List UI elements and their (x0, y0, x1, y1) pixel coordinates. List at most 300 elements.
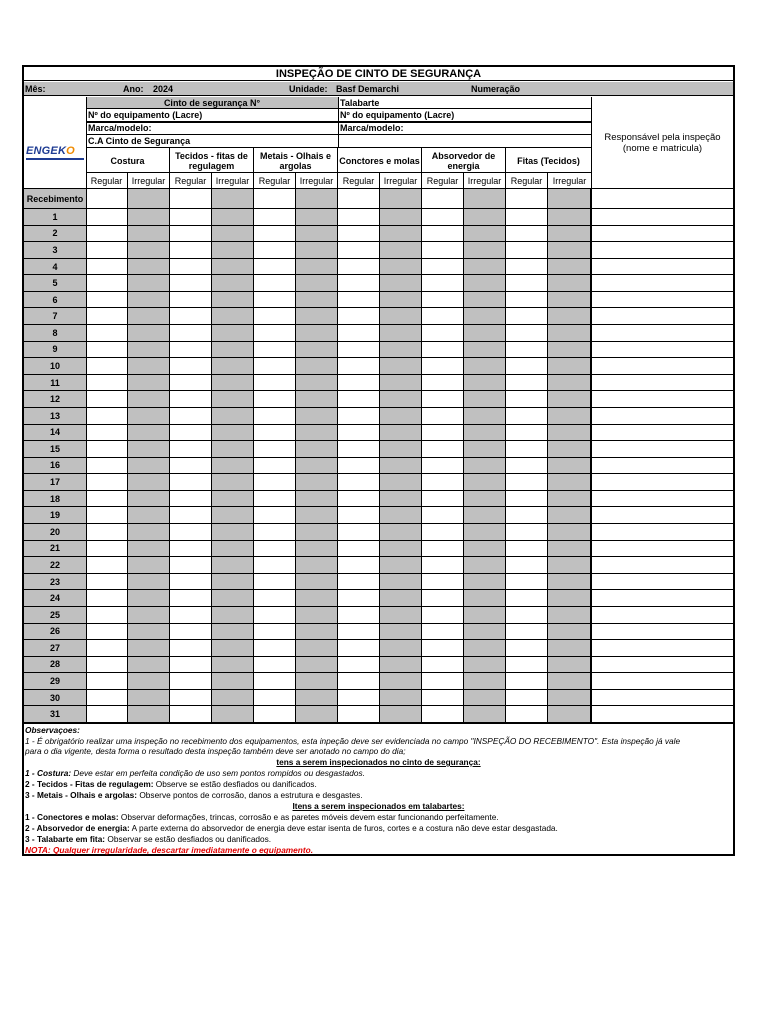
regular-cell[interactable] (254, 590, 296, 606)
regular-cell[interactable] (86, 673, 128, 689)
regular-cell[interactable] (86, 474, 128, 490)
irregular-cell[interactable] (464, 189, 506, 208)
irregular-cell[interactable] (212, 706, 254, 722)
irregular-cell[interactable] (128, 607, 170, 623)
irregular-cell[interactable] (128, 375, 170, 391)
regular-cell[interactable] (338, 391, 380, 407)
irregular-cell[interactable] (296, 507, 338, 523)
regular-cell[interactable] (338, 474, 380, 490)
irregular-cell[interactable] (380, 607, 422, 623)
regular-cell[interactable] (170, 657, 212, 673)
irregular-cell[interactable] (380, 342, 422, 358)
irregular-cell[interactable] (464, 607, 506, 623)
irregular-cell[interactable] (548, 624, 591, 640)
irregular-cell[interactable] (548, 690, 591, 706)
regular-cell[interactable] (170, 607, 212, 623)
regular-cell[interactable] (506, 408, 548, 424)
irregular-cell[interactable] (296, 358, 338, 374)
irregular-cell[interactable] (464, 275, 506, 291)
irregular-cell[interactable] (212, 474, 254, 490)
irregular-cell[interactable] (380, 491, 422, 507)
regular-cell[interactable] (86, 259, 128, 275)
regular-cell[interactable] (86, 541, 128, 557)
regular-cell[interactable] (170, 375, 212, 391)
regular-cell[interactable] (338, 425, 380, 441)
regular-cell[interactable] (170, 292, 212, 308)
irregular-cell[interactable] (548, 507, 591, 523)
regular-cell[interactable] (254, 507, 296, 523)
irregular-cell[interactable] (464, 425, 506, 441)
regular-cell[interactable] (422, 507, 464, 523)
irregular-cell[interactable] (128, 292, 170, 308)
irregular-cell[interactable] (128, 673, 170, 689)
regular-cell[interactable] (170, 557, 212, 573)
regular-cell[interactable] (86, 189, 128, 208)
irregular-cell[interactable] (380, 358, 422, 374)
regular-cell[interactable] (86, 425, 128, 441)
regular-cell[interactable] (86, 590, 128, 606)
irregular-cell[interactable] (212, 458, 254, 474)
regular-cell[interactable] (254, 524, 296, 540)
irregular-cell[interactable] (212, 226, 254, 242)
irregular-cell[interactable] (548, 441, 591, 457)
regular-cell[interactable] (254, 391, 296, 407)
regular-cell[interactable] (254, 375, 296, 391)
regular-cell[interactable] (338, 507, 380, 523)
regular-cell[interactable] (506, 242, 548, 258)
regular-cell[interactable] (254, 259, 296, 275)
responsavel-cell[interactable] (592, 425, 733, 442)
regular-cell[interactable] (506, 358, 548, 374)
irregular-cell[interactable] (380, 624, 422, 640)
regular-cell[interactable] (506, 226, 548, 242)
responsavel-cell[interactable] (592, 607, 733, 624)
regular-cell[interactable] (254, 226, 296, 242)
irregular-cell[interactable] (296, 557, 338, 573)
irregular-cell[interactable] (296, 673, 338, 689)
regular-cell[interactable] (170, 590, 212, 606)
irregular-cell[interactable] (464, 375, 506, 391)
regular-cell[interactable] (506, 308, 548, 324)
irregular-cell[interactable] (380, 673, 422, 689)
irregular-cell[interactable] (128, 226, 170, 242)
regular-cell[interactable] (254, 607, 296, 623)
regular-cell[interactable] (506, 474, 548, 490)
irregular-cell[interactable] (212, 557, 254, 573)
regular-cell[interactable] (506, 541, 548, 557)
regular-cell[interactable] (338, 259, 380, 275)
irregular-cell[interactable] (548, 209, 591, 225)
regular-cell[interactable] (170, 491, 212, 507)
regular-cell[interactable] (338, 275, 380, 291)
irregular-cell[interactable] (380, 474, 422, 490)
regular-cell[interactable] (422, 375, 464, 391)
regular-cell[interactable] (338, 624, 380, 640)
irregular-cell[interactable] (212, 209, 254, 225)
regular-cell[interactable] (170, 275, 212, 291)
regular-cell[interactable] (254, 425, 296, 441)
regular-cell[interactable] (506, 325, 548, 341)
regular-cell[interactable] (254, 342, 296, 358)
regular-cell[interactable] (254, 292, 296, 308)
irregular-cell[interactable] (548, 292, 591, 308)
regular-cell[interactable] (422, 226, 464, 242)
irregular-cell[interactable] (128, 308, 170, 324)
irregular-cell[interactable] (380, 408, 422, 424)
regular-cell[interactable] (338, 458, 380, 474)
irregular-cell[interactable] (380, 507, 422, 523)
regular-cell[interactable] (254, 358, 296, 374)
irregular-cell[interactable] (380, 706, 422, 722)
irregular-cell[interactable] (464, 690, 506, 706)
regular-cell[interactable] (170, 541, 212, 557)
regular-cell[interactable] (86, 275, 128, 291)
irregular-cell[interactable] (128, 425, 170, 441)
irregular-cell[interactable] (548, 590, 591, 606)
irregular-cell[interactable] (296, 325, 338, 341)
regular-cell[interactable] (422, 458, 464, 474)
irregular-cell[interactable] (296, 209, 338, 225)
regular-cell[interactable] (254, 640, 296, 656)
regular-cell[interactable] (422, 259, 464, 275)
irregular-cell[interactable] (296, 590, 338, 606)
regular-cell[interactable] (86, 242, 128, 258)
responsavel-cell[interactable] (592, 706, 733, 723)
irregular-cell[interactable] (464, 358, 506, 374)
irregular-cell[interactable] (548, 673, 591, 689)
regular-cell[interactable] (170, 474, 212, 490)
regular-cell[interactable] (338, 408, 380, 424)
irregular-cell[interactable] (296, 275, 338, 291)
regular-cell[interactable] (254, 275, 296, 291)
regular-cell[interactable] (86, 657, 128, 673)
irregular-cell[interactable] (212, 690, 254, 706)
regular-cell[interactable] (338, 441, 380, 457)
responsavel-cell[interactable] (592, 342, 733, 359)
irregular-cell[interactable] (548, 375, 591, 391)
regular-cell[interactable] (506, 624, 548, 640)
regular-cell[interactable] (506, 640, 548, 656)
irregular-cell[interactable] (380, 425, 422, 441)
irregular-cell[interactable] (380, 325, 422, 341)
regular-cell[interactable] (86, 557, 128, 573)
irregular-cell[interactable] (128, 640, 170, 656)
regular-cell[interactable] (254, 657, 296, 673)
regular-cell[interactable] (170, 342, 212, 358)
irregular-cell[interactable] (296, 308, 338, 324)
irregular-cell[interactable] (128, 624, 170, 640)
responsavel-cell[interactable] (592, 657, 733, 674)
regular-cell[interactable] (86, 408, 128, 424)
irregular-cell[interactable] (212, 491, 254, 507)
irregular-cell[interactable] (548, 308, 591, 324)
regular-cell[interactable] (338, 325, 380, 341)
irregular-cell[interactable] (548, 358, 591, 374)
responsavel-cell[interactable] (592, 673, 733, 690)
irregular-cell[interactable] (212, 189, 254, 208)
responsavel-cell[interactable] (592, 474, 733, 491)
irregular-cell[interactable] (464, 342, 506, 358)
responsavel-cell[interactable] (592, 441, 733, 458)
irregular-cell[interactable] (212, 507, 254, 523)
responsavel-cell[interactable] (592, 557, 733, 574)
irregular-cell[interactable] (464, 507, 506, 523)
responsavel-cell[interactable] (592, 209, 733, 226)
irregular-cell[interactable] (464, 325, 506, 341)
regular-cell[interactable] (506, 189, 548, 208)
irregular-cell[interactable] (212, 624, 254, 640)
irregular-cell[interactable] (296, 640, 338, 656)
irregular-cell[interactable] (212, 325, 254, 341)
irregular-cell[interactable] (464, 226, 506, 242)
regular-cell[interactable] (338, 673, 380, 689)
irregular-cell[interactable] (296, 624, 338, 640)
irregular-cell[interactable] (296, 342, 338, 358)
regular-cell[interactable] (338, 342, 380, 358)
regular-cell[interactable] (86, 226, 128, 242)
irregular-cell[interactable] (380, 308, 422, 324)
irregular-cell[interactable] (296, 375, 338, 391)
irregular-cell[interactable] (380, 209, 422, 225)
ano-value[interactable]: 2024 (153, 84, 174, 94)
irregular-cell[interactable] (212, 425, 254, 441)
irregular-cell[interactable] (380, 690, 422, 706)
irregular-cell[interactable] (128, 657, 170, 673)
irregular-cell[interactable] (296, 607, 338, 623)
responsavel-cell[interactable] (592, 292, 733, 309)
regular-cell[interactable] (254, 706, 296, 722)
regular-cell[interactable] (170, 624, 212, 640)
irregular-cell[interactable] (128, 358, 170, 374)
regular-cell[interactable] (170, 242, 212, 258)
irregular-cell[interactable] (296, 391, 338, 407)
irregular-cell[interactable] (380, 292, 422, 308)
irregular-cell[interactable] (128, 441, 170, 457)
irregular-cell[interactable] (296, 189, 338, 208)
regular-cell[interactable] (506, 342, 548, 358)
irregular-cell[interactable] (464, 557, 506, 573)
irregular-cell[interactable] (296, 458, 338, 474)
regular-cell[interactable] (86, 292, 128, 308)
regular-cell[interactable] (254, 408, 296, 424)
irregular-cell[interactable] (380, 259, 422, 275)
regular-cell[interactable] (422, 657, 464, 673)
responsavel-cell[interactable] (592, 375, 733, 392)
regular-cell[interactable] (338, 590, 380, 606)
irregular-cell[interactable] (548, 275, 591, 291)
regular-cell[interactable] (506, 209, 548, 225)
irregular-cell[interactable] (380, 275, 422, 291)
regular-cell[interactable] (86, 624, 128, 640)
irregular-cell[interactable] (296, 259, 338, 275)
regular-cell[interactable] (170, 507, 212, 523)
regular-cell[interactable] (338, 308, 380, 324)
regular-cell[interactable] (422, 541, 464, 557)
irregular-cell[interactable] (548, 458, 591, 474)
regular-cell[interactable] (506, 275, 548, 291)
regular-cell[interactable] (254, 189, 296, 208)
irregular-cell[interactable] (212, 358, 254, 374)
irregular-cell[interactable] (464, 524, 506, 540)
irregular-cell[interactable] (128, 458, 170, 474)
irregular-cell[interactable] (464, 259, 506, 275)
regular-cell[interactable] (506, 706, 548, 722)
irregular-cell[interactable] (212, 408, 254, 424)
responsavel-cell[interactable] (592, 226, 733, 243)
regular-cell[interactable] (86, 209, 128, 225)
irregular-cell[interactable] (296, 690, 338, 706)
regular-cell[interactable] (506, 524, 548, 540)
irregular-cell[interactable] (212, 607, 254, 623)
regular-cell[interactable] (254, 690, 296, 706)
responsavel-cell[interactable] (592, 590, 733, 607)
irregular-cell[interactable] (212, 375, 254, 391)
irregular-cell[interactable] (296, 524, 338, 540)
regular-cell[interactable] (422, 474, 464, 490)
regular-cell[interactable] (254, 242, 296, 258)
regular-cell[interactable] (86, 375, 128, 391)
regular-cell[interactable] (338, 574, 380, 590)
irregular-cell[interactable] (548, 541, 591, 557)
responsavel-cell[interactable] (592, 491, 733, 508)
regular-cell[interactable] (254, 441, 296, 457)
irregular-cell[interactable] (212, 275, 254, 291)
regular-cell[interactable] (170, 226, 212, 242)
responsavel-cell[interactable] (592, 541, 733, 558)
regular-cell[interactable] (254, 458, 296, 474)
regular-cell[interactable] (506, 574, 548, 590)
irregular-cell[interactable] (380, 242, 422, 258)
regular-cell[interactable] (422, 690, 464, 706)
irregular-cell[interactable] (380, 524, 422, 540)
regular-cell[interactable] (338, 209, 380, 225)
irregular-cell[interactable] (212, 640, 254, 656)
responsavel-cell[interactable] (592, 524, 733, 541)
responsavel-cell[interactable] (592, 690, 733, 707)
regular-cell[interactable] (254, 574, 296, 590)
regular-cell[interactable] (170, 574, 212, 590)
regular-cell[interactable] (170, 358, 212, 374)
irregular-cell[interactable] (464, 574, 506, 590)
irregular-cell[interactable] (128, 474, 170, 490)
irregular-cell[interactable] (212, 242, 254, 258)
irregular-cell[interactable] (128, 541, 170, 557)
irregular-cell[interactable] (464, 541, 506, 557)
irregular-cell[interactable] (296, 292, 338, 308)
responsavel-cell[interactable] (592, 325, 733, 342)
regular-cell[interactable] (422, 524, 464, 540)
responsavel-cell[interactable] (592, 640, 733, 657)
regular-cell[interactable] (506, 590, 548, 606)
irregular-cell[interactable] (212, 673, 254, 689)
regular-cell[interactable] (254, 557, 296, 573)
regular-cell[interactable] (422, 441, 464, 457)
irregular-cell[interactable] (380, 640, 422, 656)
regular-cell[interactable] (86, 574, 128, 590)
regular-cell[interactable] (422, 640, 464, 656)
irregular-cell[interactable] (128, 690, 170, 706)
regular-cell[interactable] (338, 491, 380, 507)
irregular-cell[interactable] (128, 325, 170, 341)
regular-cell[interactable] (506, 391, 548, 407)
regular-cell[interactable] (422, 391, 464, 407)
irregular-cell[interactable] (548, 657, 591, 673)
regular-cell[interactable] (170, 690, 212, 706)
regular-cell[interactable] (254, 209, 296, 225)
irregular-cell[interactable] (380, 541, 422, 557)
irregular-cell[interactable] (548, 524, 591, 540)
irregular-cell[interactable] (296, 657, 338, 673)
irregular-cell[interactable] (128, 342, 170, 358)
irregular-cell[interactable] (296, 408, 338, 424)
irregular-cell[interactable] (212, 657, 254, 673)
regular-cell[interactable] (506, 441, 548, 457)
irregular-cell[interactable] (296, 242, 338, 258)
regular-cell[interactable] (338, 657, 380, 673)
irregular-cell[interactable] (464, 640, 506, 656)
regular-cell[interactable] (338, 189, 380, 208)
regular-cell[interactable] (422, 425, 464, 441)
regular-cell[interactable] (422, 242, 464, 258)
irregular-cell[interactable] (128, 557, 170, 573)
regular-cell[interactable] (506, 607, 548, 623)
responsavel-cell[interactable] (592, 358, 733, 375)
irregular-cell[interactable] (212, 391, 254, 407)
regular-cell[interactable] (338, 640, 380, 656)
irregular-cell[interactable] (380, 441, 422, 457)
regular-cell[interactable] (170, 441, 212, 457)
regular-cell[interactable] (338, 607, 380, 623)
regular-cell[interactable] (422, 189, 464, 208)
irregular-cell[interactable] (464, 590, 506, 606)
responsavel-cell[interactable] (592, 242, 733, 259)
regular-cell[interactable] (506, 259, 548, 275)
irregular-cell[interactable] (548, 325, 591, 341)
regular-cell[interactable] (506, 458, 548, 474)
regular-cell[interactable] (86, 640, 128, 656)
regular-cell[interactable] (422, 624, 464, 640)
regular-cell[interactable] (422, 342, 464, 358)
irregular-cell[interactable] (128, 189, 170, 208)
regular-cell[interactable] (86, 507, 128, 523)
regular-cell[interactable] (422, 574, 464, 590)
irregular-cell[interactable] (464, 441, 506, 457)
regular-cell[interactable] (338, 541, 380, 557)
irregular-cell[interactable] (128, 524, 170, 540)
irregular-cell[interactable] (128, 491, 170, 507)
irregular-cell[interactable] (380, 574, 422, 590)
regular-cell[interactable] (170, 425, 212, 441)
responsavel-cell[interactable] (592, 308, 733, 325)
regular-cell[interactable] (86, 607, 128, 623)
regular-cell[interactable] (338, 557, 380, 573)
irregular-cell[interactable] (548, 640, 591, 656)
regular-cell[interactable] (86, 342, 128, 358)
regular-cell[interactable] (170, 408, 212, 424)
regular-cell[interactable] (422, 590, 464, 606)
regular-cell[interactable] (422, 358, 464, 374)
regular-cell[interactable] (338, 690, 380, 706)
regular-cell[interactable] (254, 541, 296, 557)
regular-cell[interactable] (254, 474, 296, 490)
regular-cell[interactable] (170, 458, 212, 474)
irregular-cell[interactable] (128, 706, 170, 722)
irregular-cell[interactable] (212, 308, 254, 324)
irregular-cell[interactable] (548, 342, 591, 358)
irregular-cell[interactable] (128, 242, 170, 258)
irregular-cell[interactable] (128, 590, 170, 606)
irregular-cell[interactable] (380, 391, 422, 407)
